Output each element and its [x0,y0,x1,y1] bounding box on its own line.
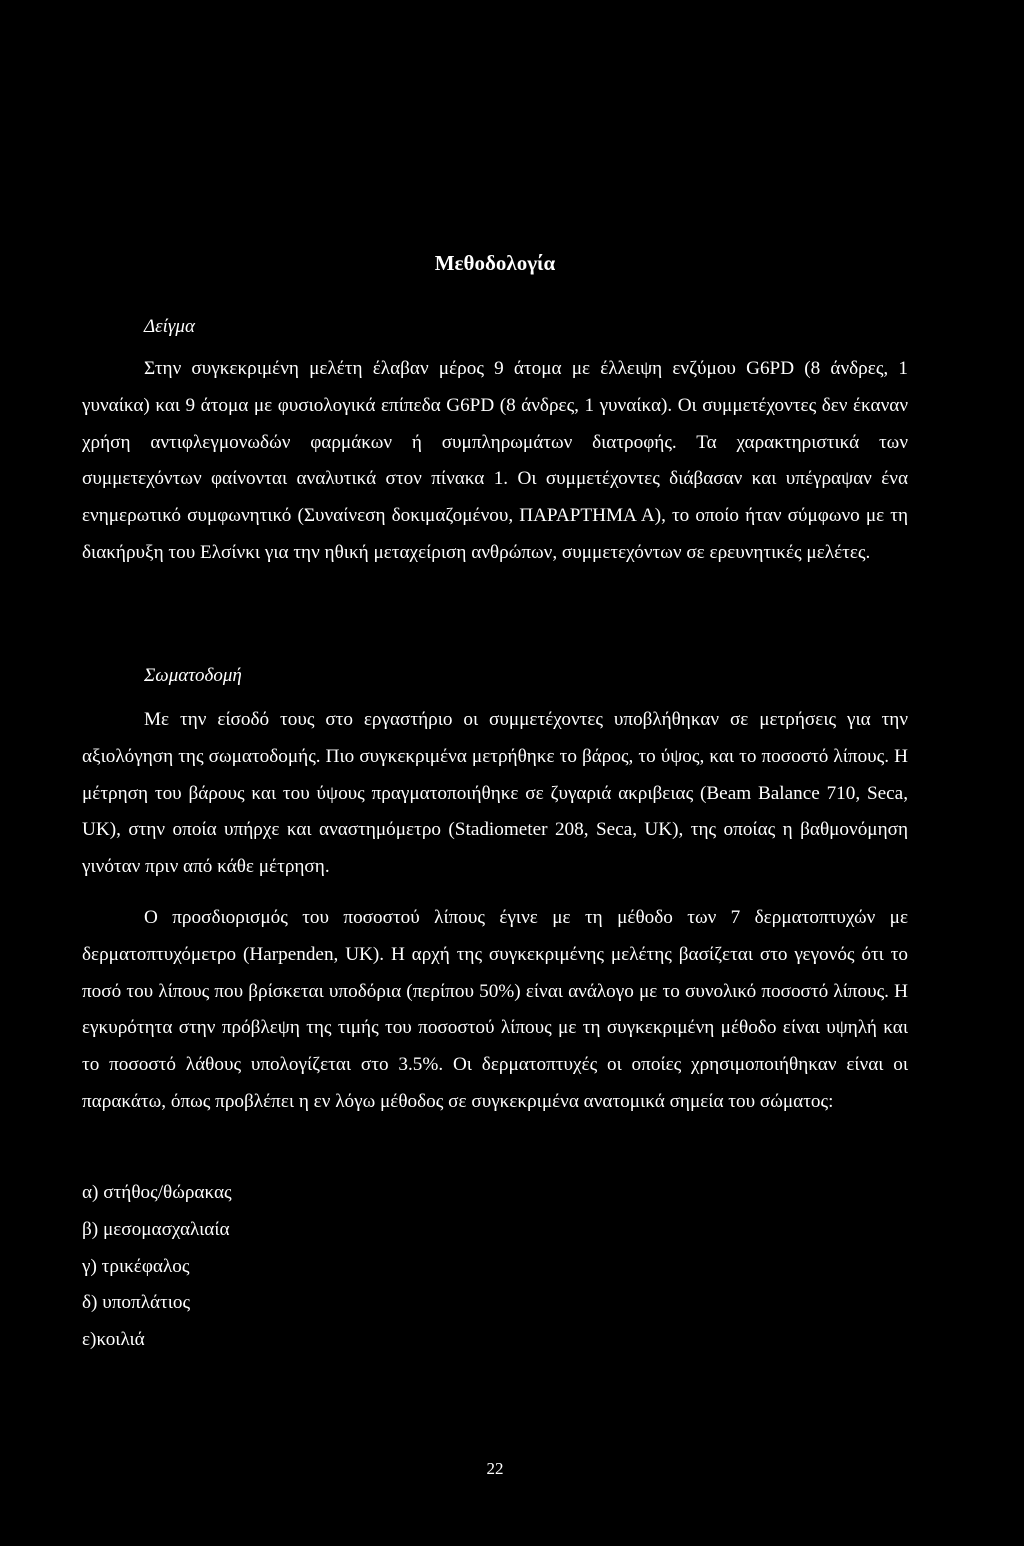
list-item: ε)κοιλιά [82,1329,145,1351]
subheading-body-composition: Σωματοδομή [144,665,242,686]
paragraph-measurements: Με την είσοδό τους στο εργαστήριο οι συμμετέχοντες υποβλήθηκαν σε μετρήσεις για την αξιολόγηση της σωματοδομής. Πιο συγκεκριμένα μετρήθηκε το βάρος, το ύψος, και το ποσοστό λίπους. Η μέτρηση του βάρους και του ύψους πραγματοποιήθηκε σε ζυγαριά ακριβειας (Beam Balance 710, Seca, UK), στην οποία υπήρχε και αναστημόμετρο (Stadiometer 208, Seca, UK), της οποίας η βαθμονόμηση γινόταν πριν από κάθε μέτρηση. [82,709,908,878]
list-item: δ) υποπλάτιος [82,1292,191,1314]
paragraph-sample: Στην συγκεκριμένη μελέτη έλαβαν μέρος 9 άτομα με έλλειψη ενζύμου G6PD (8 άνδρες, 1 γυναίκα) και 9 άτομα με φυσιολογικά επίπεδα G6PD (8 άνδρες, 1 γυναίκα). Οι συμμετέχοντες δεν έκαναν χρήση αντιφλεγμονωδών φαρμάκων ή συμπληρωμάτων διατροφής. Τα χαρακτηριστικά των συμμετεχόντων φαίνονται αναλυτικά στον πίνακα 1. Οι συμμετέχοντες διάβασαν και υπέγραψαν ένα ενημερωτικό συμφωνητικό (Συναίνεση δοκιμαζομένου, ΠΑΡΑΡΤΗΜΑ Α), το οποίο ήταν σύμφωνο με τη διακήρυξη του Ελσίνκι για την ηθική μεταχείριση ανθρώπων, συμμετεχόντων σε ερευνητικές μελέτες. [82,358,908,563]
document-page [82,0,908,1546]
subheading-sample: Δείγμα [144,316,195,337]
list-item: β) μεσομασχαλιαία [82,1218,230,1240]
page-number: 22 [486,1459,504,1478]
skinfold-site-list [82,1175,908,1359]
section-title: Μεθοδολογία [434,251,556,275]
list-item: α) στήθος/θώρακας [82,1182,232,1203]
paragraph-skinfold-method: Ο προσδιορισμός του ποσοστού λίπους έγινε με τη μέθοδο των 7 δερματοπτυχών με δερματοπτυχόμετρο (Harpenden, UK). Η αρχή της συγκεκριμένης μελέτης βασίζεται στο γεγονός ότι το ποσό του λίπους που βρίσκεται υποδόρια (περίπου 50%) είναι ανάλογο με το συνολικό ποσοστό λίπους. Η εγκυρότητα στην πρόβλεψη της τιμής του ποσοστού λίπους με τη συγκεκριμένη μέθοδο είναι υψηλή και το ποσοστό λάθους υπολογίζεται στο 3.5%. Οι δερματοπτυχές οι οποίες χρησιμοποιήθηκαν είναι οι παρακάτω, όπως προβλέπει η εν λόγω μέθοδος σε συγκεκριμένα ανατομικά σημεία του σώματος: [82,907,908,1112]
list-item: γ) τρικέφαλος [82,1255,190,1277]
